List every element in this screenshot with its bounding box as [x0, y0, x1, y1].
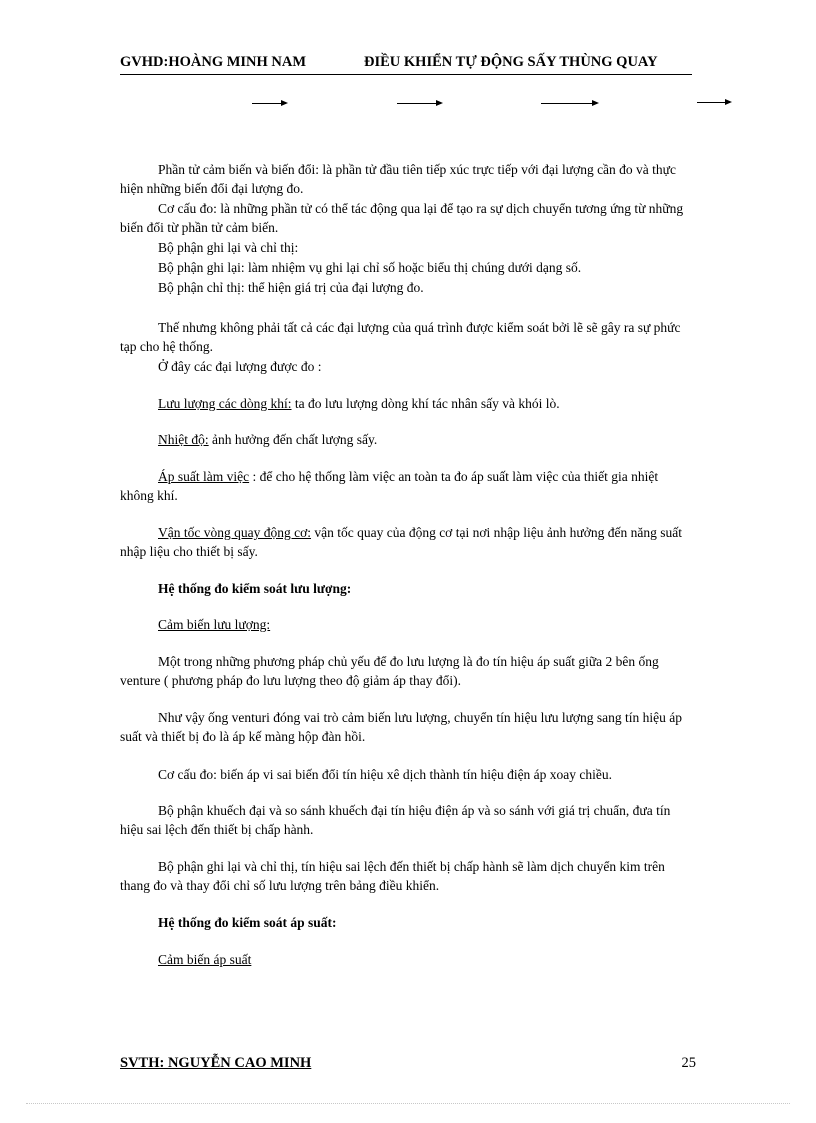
term-working-pressure: Áp suất làm việc: [158, 469, 250, 484]
flow-arrow-icon: [697, 102, 730, 103]
paragraph-recorder: Bộ phận ghi lại: làm nhiệm vụ ghi lại chỉ số hoặc biểu thị chúng dưới dạng số.: [158, 260, 582, 275]
text-working-pressure: : để cho hệ thống làm việc an toàn ta đo áp suất làm việc của thiết gia nhiệt không khí.: [120, 469, 659, 503]
paragraph-motor-speed: [120, 523, 695, 561]
flow-arrow-icon: [252, 103, 286, 104]
paragraph-venturi: Như vậy ống venturi đóng vai trò cảm biến lưu lượng, chuyển tín hiệu lưu lượng sang tín hiệu áp suất và thiết bị đo là áp kế màng hộp đàn hồi.: [120, 710, 683, 744]
paragraph-amplifier: Bộ phận khuếch đại và so sánh khuếch đại tín hiệu điện áp và so sánh với giá trị chuẩn, đưa tín hiệu sai lệch đến thiết bị chấp hành.: [120, 803, 671, 837]
footer-student: SVTH: NGUYỄN CAO MINH: [120, 1055, 312, 1071]
term-temperature: Nhiệt độ:: [158, 432, 209, 447]
page-number: 25: [681, 1055, 696, 1071]
paragraph-temperature: [120, 430, 695, 449]
flow-arrow-icon: [397, 103, 441, 104]
paragraph-record-display: Bộ phận ghi lại và chỉ thị, tín hiệu sai lệch đến thiết bị chấp hành sẽ làm dịch chuyển kim trên thang đo và thay đổi chỉ số lưu lượng trên bảng điều khiển.: [120, 859, 665, 893]
paragraph-indicator: Bộ phận chỉ thị: thể hiện giá trị của đại lượng đo.: [158, 280, 424, 295]
term-flow-sensor: Cảm biến lưu lượng:: [158, 617, 271, 632]
subheading-flow-sensor: [120, 615, 695, 634]
term-gas-flow: Lưu lượng các dòng khí:: [158, 396, 292, 411]
paragraph-gas-flow: [120, 394, 695, 413]
header-title: ĐIỀU KHIỂN TỰ ĐỘNG SẤY THÙNG QUAY: [364, 54, 658, 70]
text-motor-speed: vận tốc quay của động cơ tại nơi nhập liệu ảnh hưởng đến năng suất nhập liệu cho thiết bị sấy.: [120, 525, 682, 559]
paragraph-measuring-mechanism: Cơ cấu đo: là những phần tử có thể tác động qua lại để tạo ra sự dịch chuyển tương ứng từ những biến đổi từ phần tử cảm biến.: [120, 201, 684, 235]
subheading-pressure-sensor: [120, 950, 695, 969]
paragraph-working-pressure: [120, 467, 695, 505]
page-bottom-rule: [26, 1103, 790, 1104]
heading-flow-control: Hệ thống đo kiểm soát lưu lượng:: [158, 581, 352, 596]
heading-pressure-control: Hệ thống đo kiểm soát áp suất:: [158, 915, 337, 930]
paragraph-not-all-quantities: Thế nhưng không phải tất cả các đại lượng của quá trình được kiểm soát bởi lẽ sẽ gây ra sự phức tạp cho hệ thống.: [120, 320, 681, 354]
paragraph-differential-transformer: Cơ cấu đo: biến áp vi sai biến đổi tín hiệu xê dịch thành tín hiệu điện áp xoay chiều.: [158, 767, 613, 782]
paragraph-measured-quantities: Ở đây các đại lượng được đo :: [158, 359, 322, 374]
term-pressure-sensor: Cảm biến áp suất: [158, 952, 252, 967]
paragraph-flow-method: Một trong những phương pháp chủ yếu để đo lưu lượng là đo tín hiệu áp suất giữa 2 bên ống venture ( phương pháp đo lưu lượng theo độ giảm áp thay đổi).: [120, 654, 659, 688]
text-gas-flow: ta đo lưu lượng dòng khí tác nhân sấy và khói lò.: [291, 396, 560, 411]
paragraph-sensor-element: Phần tử cảm biến và biến đổi: là phần tử đầu tiên tiếp xúc trực tiếp với đại lượng cần đo và thực hiện những biến đổi đại lượng đo.: [120, 162, 676, 196]
flow-arrow-icon: [541, 103, 597, 104]
paragraph-record-indicator: Bộ phận ghi lại và chỉ thị:: [158, 240, 299, 255]
page-footer: [120, 1055, 696, 1075]
text-temperature: ảnh hưởng đến chất lượng sấy.: [208, 432, 378, 447]
page-header: [120, 52, 692, 75]
term-motor-speed: Vận tốc vòng quay động cơ:: [158, 525, 311, 540]
header-advisor: GVHD:HOÀNG MINH NAM: [120, 54, 307, 70]
